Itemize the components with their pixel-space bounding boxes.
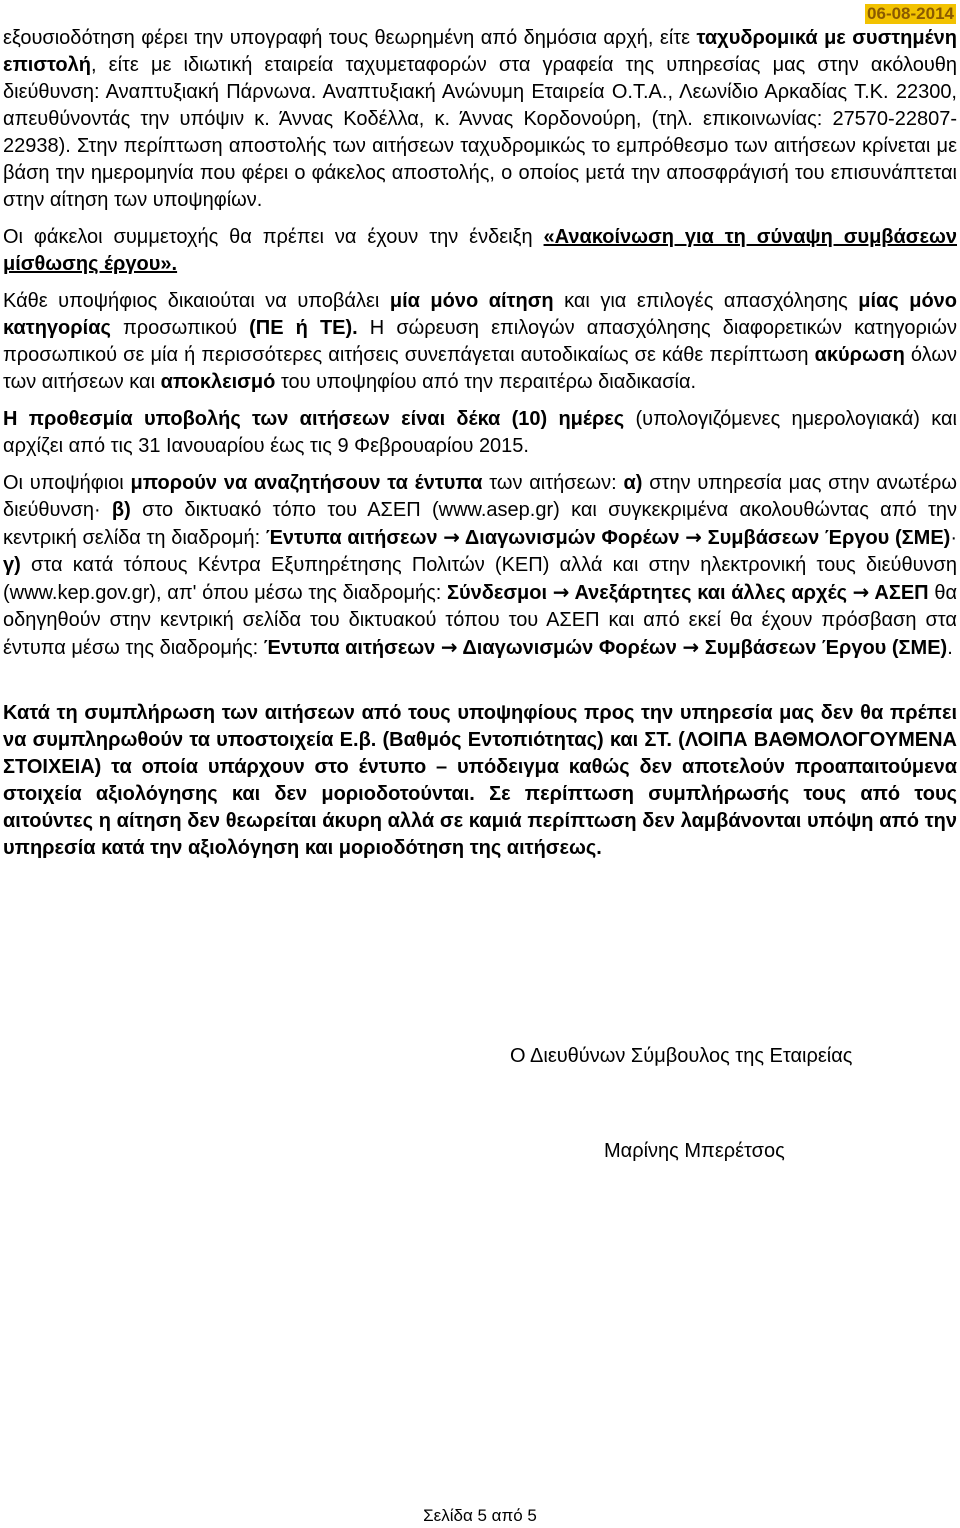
text: όλων των αιτήσεων και [3, 344, 957, 393]
text: θα οδηγηθούν στην κεντρική σελίδα του δικτυακού τόπου του ΑΣΕΠ και από εκεί θα έχουν πρόσβαση στα έντυπα μέσω της διαδρομής: [3, 582, 957, 659]
bold-text: Κατά τη συμπλήρωση των αιτήσεων από τους υποψηφίους προς την υπηρεσία μας δεν θα πρέπει να συμπληρωθούν τα υποστοιχεία Ε.β. (Βαθμός Εντοπιότητας) και ΣΤ. (ΛΟΙΠΑ ΒΑΘΜΟΛΟΓΟΥΜΕΝΑ ΣΤΟΙΧΕΙΑ) τα οποία υπάρχουν στο έντυπο – υπόδειγμα καθώς δεν αποτελούν προαπαιτούμενα στοιχεία αξιολόγησης και δεν μοριοδοτούνται. Σε περίπτωση συμπλήρωσής τους από τους αιτούντες η αίτηση δεν θεωρείται άκυρη αλλά σε καμιά περίπτωση δεν λαμβάνονται υπόψη από την υπηρεσία κατά την αξιολόγηση και μοριοδότηση της αιτήσεως. [3, 702, 957, 859]
page-number: Σελίδα 5 από 5 [423, 1506, 537, 1525]
bold-text: γ) [3, 554, 21, 576]
bold-text: Η προθεσμία υποβολής των αιτήσεων είναι δέκα (10) ημέρες [3, 408, 625, 430]
arrow-right-icon: → [440, 635, 458, 659]
bold-text: Σύνδεσμοι [446, 582, 553, 604]
bold-text: ΑΣΕΠ [869, 582, 929, 604]
bold-text: μπορούν να αναζητήσουν τα έντυπα [130, 472, 483, 494]
date-stamp: 06-08-2014 [867, 4, 954, 23]
arrow-right-icon: → [443, 525, 460, 549]
bold-text: (ΠΕ ή ΤΕ). [249, 317, 358, 339]
text: προσωπικού [110, 317, 250, 339]
bold-text: αποκλεισμό [160, 371, 276, 393]
text: στην υπηρεσία μας στην ανωτέρω διεύθυνση· [3, 472, 957, 521]
bold-text: Συμβάσεων Έργου (ΣΜΕ) [699, 637, 948, 659]
text: · [950, 527, 957, 549]
text: στα κατά τόπους Κέντρα Εξυπηρέτησης Πολιτών (ΚΕΠ) αλλά και στην ηλεκτρονική τους διεύθυνση (www.kep.gov.gr), απ' όπου μέσω της διαδρομής: [3, 554, 957, 604]
paragraph-form-completion-note [3, 700, 957, 862]
bold-text: μία μόνο αίτηση [389, 290, 554, 312]
bold-text: Διαγωνισμών Φορέων [460, 527, 686, 549]
bold-text: ακύρωση [814, 344, 905, 366]
text: των αιτήσεων: [482, 472, 624, 494]
signatory-title: Ο Διευθύνων Σύμβουλος της Εταιρείας [510, 1045, 853, 1067]
bold-text: Διαγωνισμών Φορέων [457, 637, 683, 659]
bold-text: ταχυδρομικά με συστημένη επιστολή [3, 27, 957, 76]
envelope-label-text: «Ανακοίνωση για τη σύναψη συμβάσεων μίσθωσης έργου». [3, 226, 957, 275]
bold-text: Συμβάσεων Έργου (ΣΜΕ) [701, 527, 951, 549]
bold-text: β) [111, 499, 131, 521]
text: Η σώρευση επιλογών απασχόλησης διαφορετικών κατηγοριών προσωπικού σε μία ή περισσότερες αιτήσεις συνεπάγεται αυτοδικαίως σε κάθε περίπτωση [3, 317, 957, 366]
bold-text: Έντυπα αιτήσεων [263, 637, 441, 659]
text: Οι φάκελοι συμμετοχής θα πρέπει να έχουν την ένδειξη [3, 226, 544, 248]
text: εξουσιοδότηση φέρει την υπογραφή τους θεωρημένη από δημόσια αρχή, είτε [3, 27, 697, 49]
bold-text: Έντυπα αιτήσεων [265, 527, 444, 549]
arrow-right-icon: → [852, 580, 870, 604]
paragraph-envelope-label [3, 224, 957, 278]
text: Οι υποψήφιοι [3, 472, 131, 494]
text: στο δικτυακό τόπο του ΑΣΕΠ (www.asep.gr) και συγκεκριμένα ακολουθώντας από την κεντρική σελίδα τη διαδρομή: [3, 499, 957, 549]
document-body [3, 25, 957, 862]
text: (υπολογιζόμενες ημερολογιακά) και αρχίζει από τις 31 Ιανουαρίου έως τις 9 Φεβρουαρίου 2015. [3, 408, 957, 457]
paragraph-one-application [3, 288, 957, 396]
arrow-right-icon: → [682, 635, 700, 659]
bold-text: μίας μόνο κατηγορίας [3, 290, 958, 339]
arrow-right-icon: → [552, 580, 570, 604]
paragraph-deadline [3, 406, 957, 460]
arrow-right-icon: → [685, 525, 702, 549]
signatory-name: Μαρίνης Μπερέτσος [604, 1140, 785, 1162]
bold-text: α) [623, 472, 643, 494]
bold-text: Ανεξάρτητες και άλλες αρχές [569, 582, 853, 604]
text: . [947, 637, 953, 659]
text: Κάθε υποψήφιος δικαιούται να υποβάλει [3, 290, 390, 312]
text: , είτε με ιδιωτική εταιρεία ταχυμεταφορών στα γραφεία της υπηρεσίας μας στην ακόλουθη διεύθυνση: Αναπτυξιακή Πάρνωνα. Αναπτυξιακή Ανώνυμη Εταιρεία Ο.Τ.Α., Λεωνίδιο Αρκαδίας Τ.Κ. 22300, απευθύνοντάς την υπόψιν κ. Άννας Κοδέλλα, κ. Άννας Κορδονούρη, (τηλ. επικοινωνίας: 27570-22807-22938). Στην περίπτωση αποστολής των αιτήσεων ταχυδρομικώς το εμπρόθεσμο των αιτήσεων κρίνεται με βάση την ημερομηνία που φέρει ο φάκελος αποστολής, ο οποίος μετά την αποσφράγισή του επισυνάπτεται στην αίτηση των υποψηφίων. [3, 54, 957, 211]
paragraph-forms-location [3, 470, 957, 662]
text: του υποψηφίου από την περαιτέρω διαδικασία. [275, 371, 697, 393]
paragraph-submission-address [3, 25, 957, 214]
text: και για επιλογές απασχόλησης [553, 290, 859, 312]
